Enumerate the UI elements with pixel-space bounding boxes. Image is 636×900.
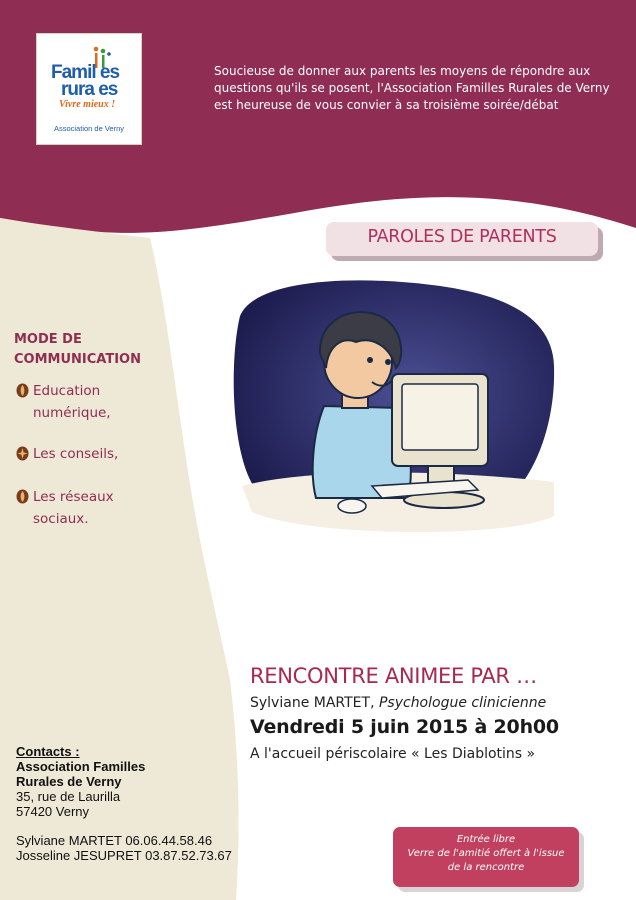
mode-heading-line1: MODE DE	[14, 332, 82, 347]
logo-title-line1: Famil es	[51, 62, 120, 83]
speaker-name: Sylviane MARTET,	[250, 695, 379, 711]
logo-title	[51, 64, 119, 98]
ornamental-bullet-icon	[16, 383, 29, 398]
intro-paragraph: Soucieuse de donner aux parents les moyens de répondre aux questions qu'ils se posent, l'Association Familles Rurales de Verny est heureuse de vous convier à sa troisième soirée/débat	[214, 64, 610, 112]
page-title: PAROLES DE PARENTS	[367, 227, 557, 247]
contacts-block	[16, 744, 236, 863]
speaker-line	[250, 695, 546, 711]
person-at-computer-illustration	[232, 276, 558, 538]
contacts-org-line2: Rurales de Verny	[16, 774, 122, 789]
logo-title-line2: rura es	[61, 79, 118, 100]
entry-free-label: Entrée libre	[456, 834, 516, 845]
mode-item-education	[16, 380, 111, 424]
entry-drink-label: Verre de l'amitié offert à l'issue de la rencontre	[407, 848, 565, 873]
title-tab	[326, 222, 598, 256]
event-date: Vendredi 5 juin 2015 à 20h00	[250, 716, 559, 738]
mode-item-conseils	[16, 443, 118, 465]
familles-rurales-logo	[36, 33, 142, 145]
mode-item-label-1b: numérique,	[33, 405, 111, 421]
ornamental-bullet-icon	[16, 446, 29, 461]
contacts-address-line2: 57420 Verny	[16, 804, 90, 819]
event-venue: A l'accueil périscolaire « Les Diablotins »	[250, 746, 536, 762]
entry-info-box	[393, 827, 579, 887]
event-heading: RENCONTRE ANIMEE PAR …	[250, 664, 537, 688]
contacts-org-line1: Association Familles	[16, 759, 146, 774]
mode-item-label-3a: Les réseaux	[33, 489, 114, 505]
logo-slogan: Vivre mieux !	[59, 99, 116, 110]
mode-heading-line2: COMMUNICATION	[14, 352, 141, 367]
logo-association-name: Association de Verny	[53, 124, 125, 133]
mode-item-label-1a: Education	[33, 383, 101, 399]
mode-heading	[14, 330, 174, 370]
contacts-heading: Contacts :	[16, 744, 80, 759]
mode-item-reseaux	[16, 486, 114, 530]
speaker-role: Psychologue clinicienne	[378, 695, 547, 711]
contacts-address-line1: 35, rue de Laurilla	[16, 789, 121, 804]
ornamental-bullet-icon	[16, 489, 29, 504]
contacts-phone-2: Josseline JESUPRET 03.87.52.73.67	[16, 848, 232, 863]
contacts-phone-1: Sylviane MARTET 06.06.44.58.46	[16, 833, 213, 848]
mode-item-label-3b: sociaux.	[33, 511, 89, 527]
mode-item-label-2: Les conseils,	[33, 446, 119, 462]
